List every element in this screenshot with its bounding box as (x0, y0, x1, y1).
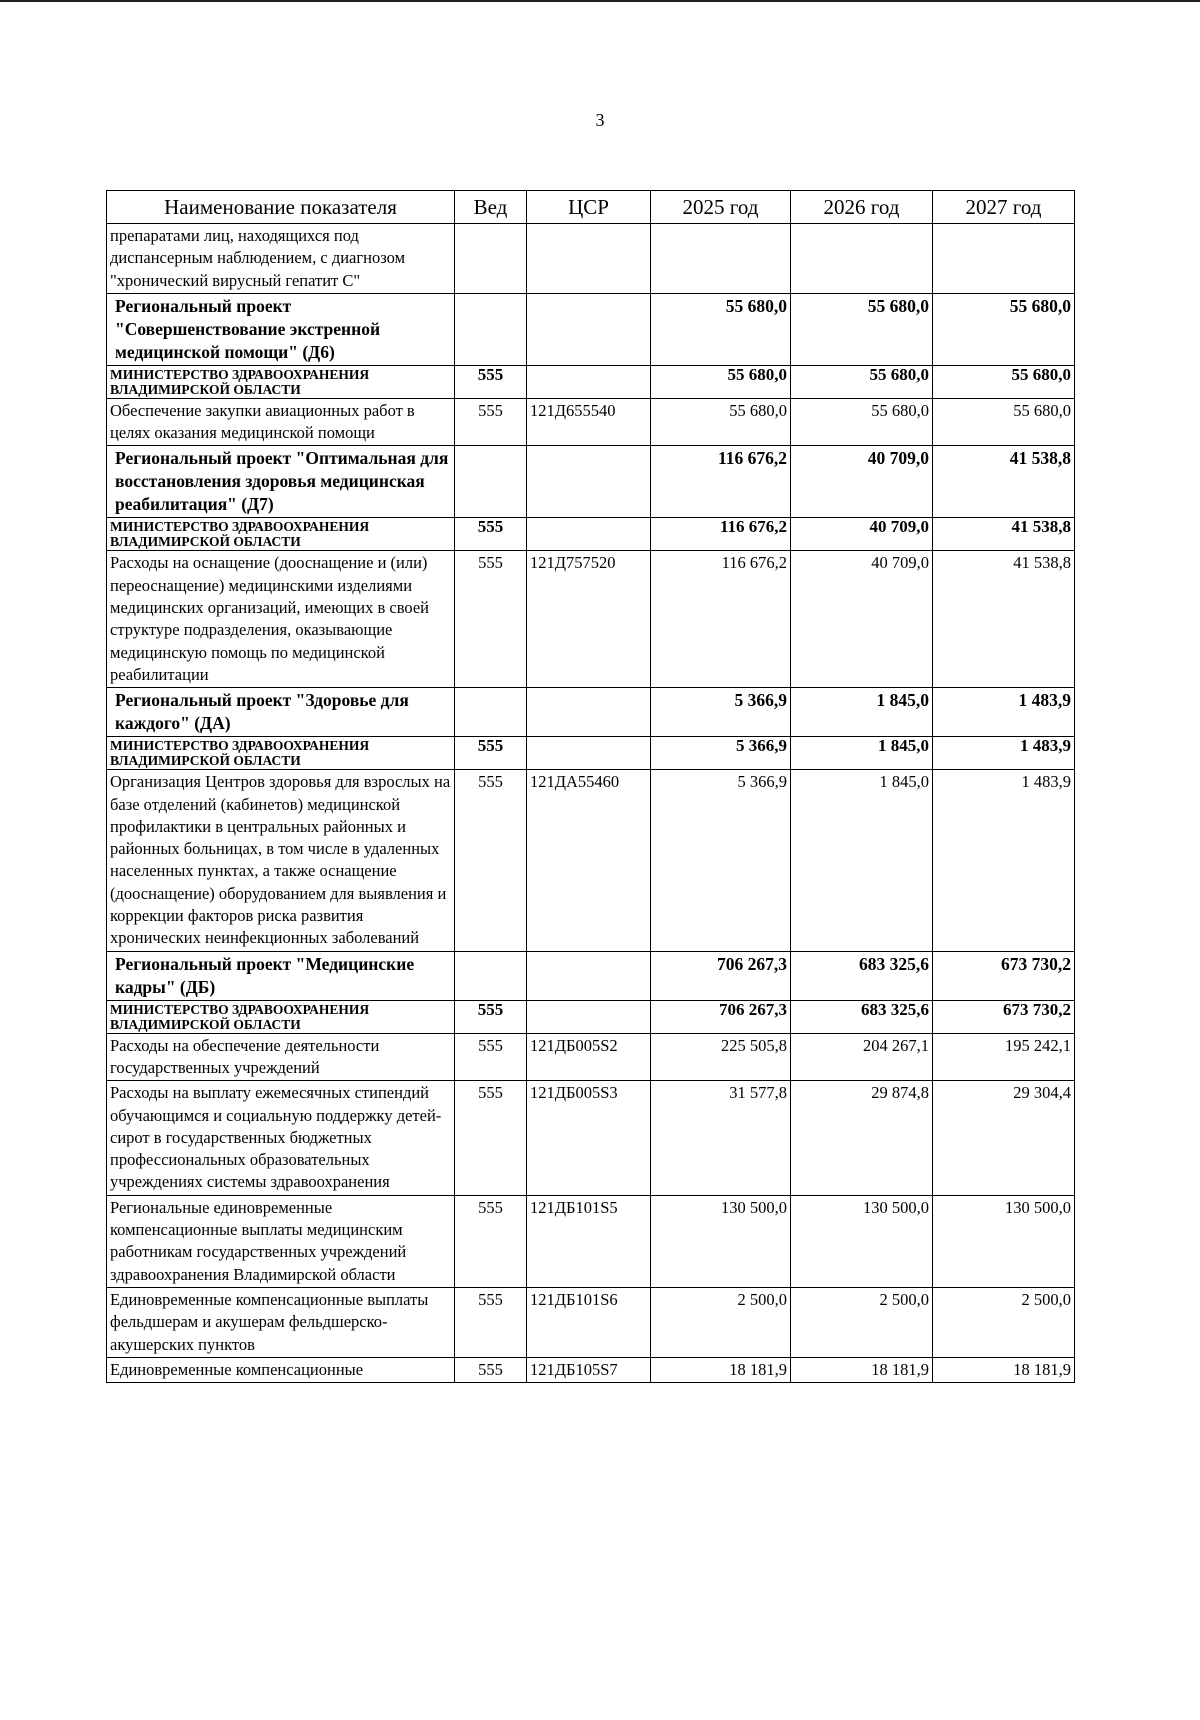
row-value-2026: 40 709,0 (791, 551, 933, 688)
row-value-2027: 55 680,0 (933, 293, 1075, 365)
row-csr (527, 1000, 651, 1033)
page-number: 3 (595, 110, 605, 130)
project-row (107, 688, 1075, 737)
row-csr (527, 688, 651, 737)
table-row (107, 1195, 1075, 1287)
row-ved: 555 (455, 518, 527, 551)
row-value-2026: 2 500,0 (791, 1287, 933, 1357)
row-ved (455, 688, 527, 737)
row-csr: 121ДБ005S2 (527, 1033, 651, 1081)
row-ved (455, 293, 527, 365)
row-ved (455, 951, 527, 1000)
row-csr: 121ДБ101S5 (527, 1195, 651, 1287)
row-ved: 555 (455, 1287, 527, 1357)
row-value-2026: 40 709,0 (791, 446, 933, 518)
row-value-2025: 116 676,2 (651, 551, 791, 688)
row-ved: 555 (455, 1081, 527, 1195)
row-name: Региональный проект "Здоровье для каждого" (ДА) (107, 688, 455, 737)
project-row (107, 293, 1075, 365)
header-2026: 2026 год (791, 191, 933, 224)
row-ved: 555 (455, 737, 527, 770)
row-value-2025: 116 676,2 (651, 518, 791, 551)
row-csr: 121ДБ105S7 (527, 1357, 651, 1382)
row-value-2027: 1 483,9 (933, 688, 1075, 737)
row-value-2026 (791, 224, 933, 294)
row-value-2025: 5 366,9 (651, 688, 791, 737)
row-ved: 555 (455, 398, 527, 446)
row-name: Обеспечение закупки авиационных работ в целях оказания медицинской помощи (107, 398, 455, 446)
row-value-2025: 225 505,8 (651, 1033, 791, 1081)
ministry-row (107, 1000, 1075, 1033)
table-row (107, 1033, 1075, 1081)
page-top-edge (0, 0, 1200, 2)
row-name: Региональный проект "Медицинские кадры" (ДБ) (107, 951, 455, 1000)
row-value-2026: 204 267,1 (791, 1033, 933, 1081)
row-value-2025: 55 680,0 (651, 293, 791, 365)
row-value-2027: 29 304,4 (933, 1081, 1075, 1195)
row-value-2025: 55 680,0 (651, 398, 791, 446)
row-value-2026: 55 680,0 (791, 365, 933, 398)
row-csr (527, 224, 651, 294)
row-value-2027: 1 483,9 (933, 737, 1075, 770)
ministry-row (107, 365, 1075, 398)
row-value-2026: 55 680,0 (791, 293, 933, 365)
table-row (107, 1081, 1075, 1195)
row-value-2025: 31 577,8 (651, 1081, 791, 1195)
ministry-row (107, 518, 1075, 551)
table-row (107, 1357, 1075, 1382)
row-value-2027: 41 538,8 (933, 551, 1075, 688)
row-csr (527, 737, 651, 770)
table-row (107, 1287, 1075, 1357)
row-value-2025: 18 181,9 (651, 1357, 791, 1382)
row-ved: 555 (455, 1195, 527, 1287)
table-header-row (107, 191, 1075, 224)
row-name: МИНИСТЕРСТВО ЗДРАВООХРАНЕНИЯ ВЛАДИМИРСКОЙ ОБЛАСТИ (107, 518, 455, 551)
row-value-2025: 706 267,3 (651, 1000, 791, 1033)
row-value-2027: 55 680,0 (933, 365, 1075, 398)
project-row (107, 951, 1075, 1000)
row-csr: 121ДБ005S3 (527, 1081, 651, 1195)
row-csr (527, 365, 651, 398)
row-name: Региональный проект "Совершенствование экстренной медицинской помощи" (Д6) (107, 293, 455, 365)
row-csr (527, 518, 651, 551)
row-value-2025: 116 676,2 (651, 446, 791, 518)
row-name: Региональные единовременные компенсационные выплаты медицинским работникам государственных учреждений здравоохранения Владимирской области (107, 1195, 455, 1287)
row-value-2026: 1 845,0 (791, 737, 933, 770)
row-value-2026: 55 680,0 (791, 398, 933, 446)
row-csr: 121Д655540 (527, 398, 651, 446)
row-name: МИНИСТЕРСТВО ЗДРАВООХРАНЕНИЯ ВЛАДИМИРСКОЙ ОБЛАСТИ (107, 737, 455, 770)
row-value-2026: 683 325,6 (791, 951, 933, 1000)
row-value-2027: 1 483,9 (933, 770, 1075, 951)
row-value-2027: 55 680,0 (933, 398, 1075, 446)
row-ved (455, 224, 527, 294)
row-name: Организация Центров здоровья для взрослых на базе отделений (кабинетов) медицинской профилактики в центральных районных и районных больницах, в том числе в удаленных населенных пунктах, а также оснащение (дооснащение) оборудованием для выявления и коррекции факторов риска развития хронических неинфекционных заболеваний (107, 770, 455, 951)
row-value-2027: 195 242,1 (933, 1033, 1075, 1081)
row-ved: 555 (455, 770, 527, 951)
row-value-2027: 673 730,2 (933, 1000, 1075, 1033)
row-ved (455, 446, 527, 518)
header-name: Наименование показателя (107, 191, 455, 224)
header-csr: ЦСР (527, 191, 651, 224)
project-row (107, 446, 1075, 518)
row-value-2026: 18 181,9 (791, 1357, 933, 1382)
row-value-2025: 130 500,0 (651, 1195, 791, 1287)
row-value-2025: 5 366,9 (651, 770, 791, 951)
row-name: Расходы на обеспечение деятельности государственных учреждений (107, 1033, 455, 1081)
header-ved: Вед (455, 191, 527, 224)
row-csr (527, 293, 651, 365)
row-value-2026: 683 325,6 (791, 1000, 933, 1033)
row-value-2026: 1 845,0 (791, 688, 933, 737)
row-value-2026: 1 845,0 (791, 770, 933, 951)
row-value-2027: 41 538,8 (933, 518, 1075, 551)
header-2027: 2027 год (933, 191, 1075, 224)
row-value-2026: 130 500,0 (791, 1195, 933, 1287)
table-row (107, 398, 1075, 446)
ministry-row (107, 737, 1075, 770)
row-csr (527, 951, 651, 1000)
row-value-2025 (651, 224, 791, 294)
table-row (107, 770, 1075, 951)
table-row (107, 551, 1075, 688)
row-value-2025: 2 500,0 (651, 1287, 791, 1357)
row-csr: 121ДА55460 (527, 770, 651, 951)
row-name: Расходы на выплату ежемесячных стипендий обучающимся и социальную поддержку детей-сирот в государственных бюджетных профессиональных образовательных учреждениях системы здравоохранения (107, 1081, 455, 1195)
table-row (107, 224, 1075, 294)
row-csr: 121ДБ101S6 (527, 1287, 651, 1357)
row-value-2027: 2 500,0 (933, 1287, 1075, 1357)
row-name: МИНИСТЕРСТВО ЗДРАВООХРАНЕНИЯ ВЛАДИМИРСКОЙ ОБЛАСТИ (107, 1000, 455, 1033)
row-csr (527, 446, 651, 518)
row-value-2025: 55 680,0 (651, 365, 791, 398)
row-value-2027: 673 730,2 (933, 951, 1075, 1000)
budget-table (106, 190, 1075, 1383)
row-value-2027: 41 538,8 (933, 446, 1075, 518)
row-value-2025: 706 267,3 (651, 951, 791, 1000)
row-ved: 555 (455, 365, 527, 398)
header-2025: 2025 год (651, 191, 791, 224)
row-name: МИНИСТЕРСТВО ЗДРАВООХРАНЕНИЯ ВЛАДИМИРСКОЙ ОБЛАСТИ (107, 365, 455, 398)
row-value-2026: 29 874,8 (791, 1081, 933, 1195)
row-value-2025: 5 366,9 (651, 737, 791, 770)
row-value-2027: 18 181,9 (933, 1357, 1075, 1382)
row-value-2027 (933, 224, 1075, 294)
row-csr: 121Д757520 (527, 551, 651, 688)
row-value-2026: 40 709,0 (791, 518, 933, 551)
row-name: препаратами лиц, находящихся под диспансерным наблюдением, с диагнозом "хронический вирусный гепатит С" (107, 224, 455, 294)
row-ved: 555 (455, 551, 527, 688)
row-name: Единовременные компенсационные (107, 1357, 455, 1382)
row-ved: 555 (455, 1357, 527, 1382)
row-name: Единовременные компенсационные выплаты фельдшерам и акушерам фельдшерско-акушерских пунктов (107, 1287, 455, 1357)
row-value-2027: 130 500,0 (933, 1195, 1075, 1287)
row-ved: 555 (455, 1033, 527, 1081)
row-name: Региональный проект "Оптимальная для восстановления здоровья медицинская реабилитация" (Д7) (107, 446, 455, 518)
row-ved: 555 (455, 1000, 527, 1033)
row-name: Расходы на оснащение (дооснащение и (или) переоснащение) медицинскими изделиями медицинских организаций, имеющих в своей структуре подразделения, оказывающие медицинскую помощь по медицинской реабилитации (107, 551, 455, 688)
